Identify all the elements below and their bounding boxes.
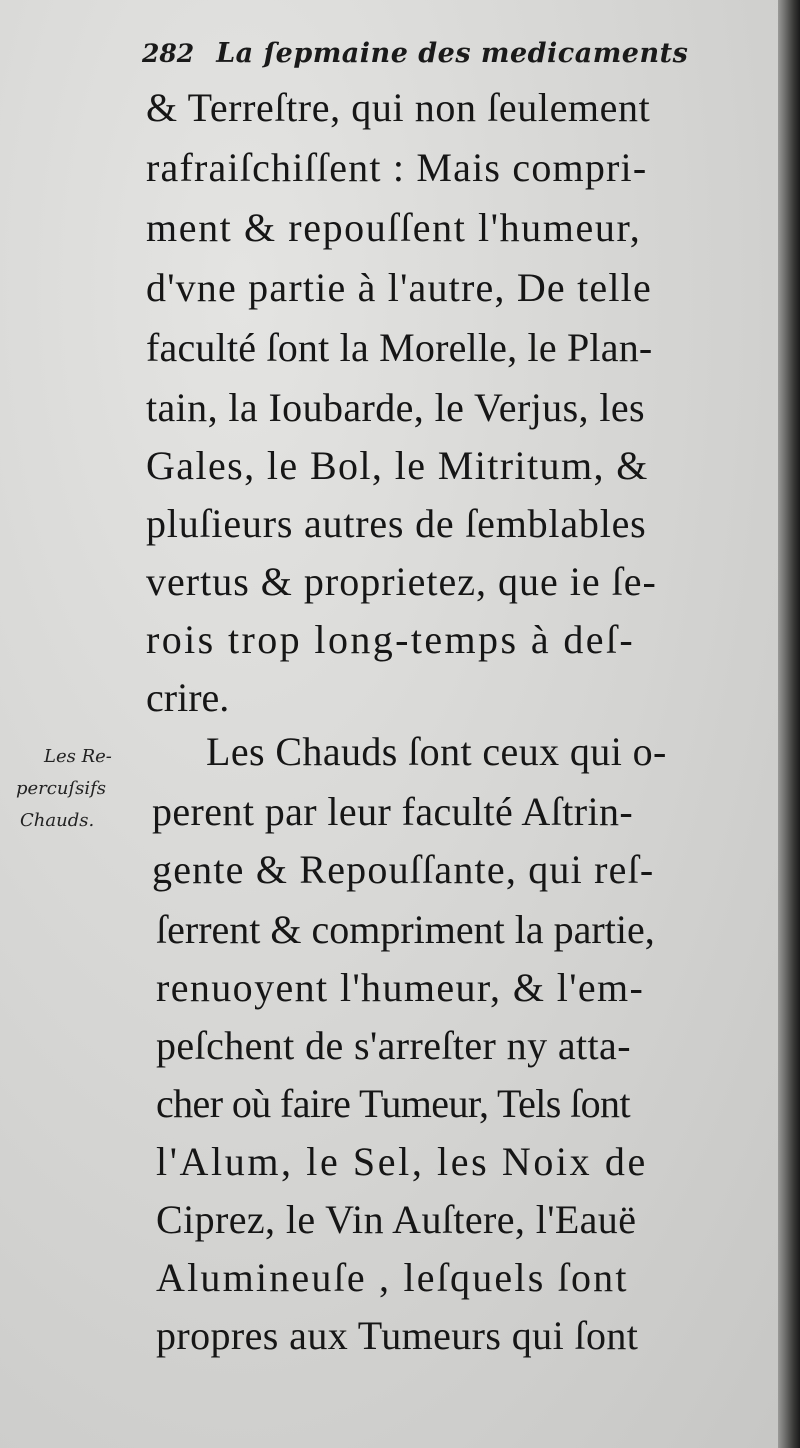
text-line: vertus & proprietez, que ie ſe- [146, 559, 657, 604]
text-line: Alumineuſe , leſquels ſont [156, 1255, 629, 1300]
page-gutter-shadow [778, 0, 800, 1448]
text-line: cher où faire Tumeur, Tels ſont [156, 1081, 630, 1126]
text-line: & Terreſtre, qui non ſeulement [146, 85, 651, 130]
text-line: propres aux Tumeurs qui ſont [156, 1313, 639, 1358]
page-number: 282 [142, 39, 195, 68]
text-line: rafraiſchiſſent : Mais compri- [146, 145, 648, 190]
running-header [142, 38, 688, 69]
text-line: ſerrent & compriment la partie, [156, 907, 655, 952]
text-line: Les Chauds ſont ceux qui o- [206, 729, 667, 774]
running-title: La ſepmaine des medicaments [216, 38, 689, 69]
text-line: pluſieurs autres de ſemblables [146, 501, 647, 546]
text-line: gente & Repouſſante, qui reſ- [152, 847, 655, 892]
margin-note-line: percuſsifs [16, 778, 107, 799]
text-line: tain, la Ioubarde, le Verjus, les [146, 385, 645, 430]
text-line: perent par leur faculté Aſtrin- [152, 789, 634, 834]
margin-note-line: Chauds. [20, 810, 95, 831]
text-line: d'vne partie à l'autre, De telle [146, 265, 652, 310]
text-line: crire. [146, 675, 230, 720]
text-line: Gales, le Bol, le Mitritum, & [146, 443, 649, 488]
text-line: rois trop long-temps à deſ- [146, 617, 636, 662]
margin-note-line: Les Re- [44, 746, 112, 767]
text-line: Ciprez, le Vin Auſtere, l'Eauë [156, 1197, 637, 1242]
text-line: renuoyent l'humeur, & l'em- [156, 965, 645, 1010]
text-line: faculté ſont la Morelle, le Plan- [146, 325, 653, 370]
text-line: peſchent de s'arreſter ny atta- [156, 1023, 631, 1068]
text-line: l'Alum, le Sel, les Noix de [156, 1139, 648, 1184]
text-line: ment & repouſſent l'humeur, [146, 205, 642, 250]
